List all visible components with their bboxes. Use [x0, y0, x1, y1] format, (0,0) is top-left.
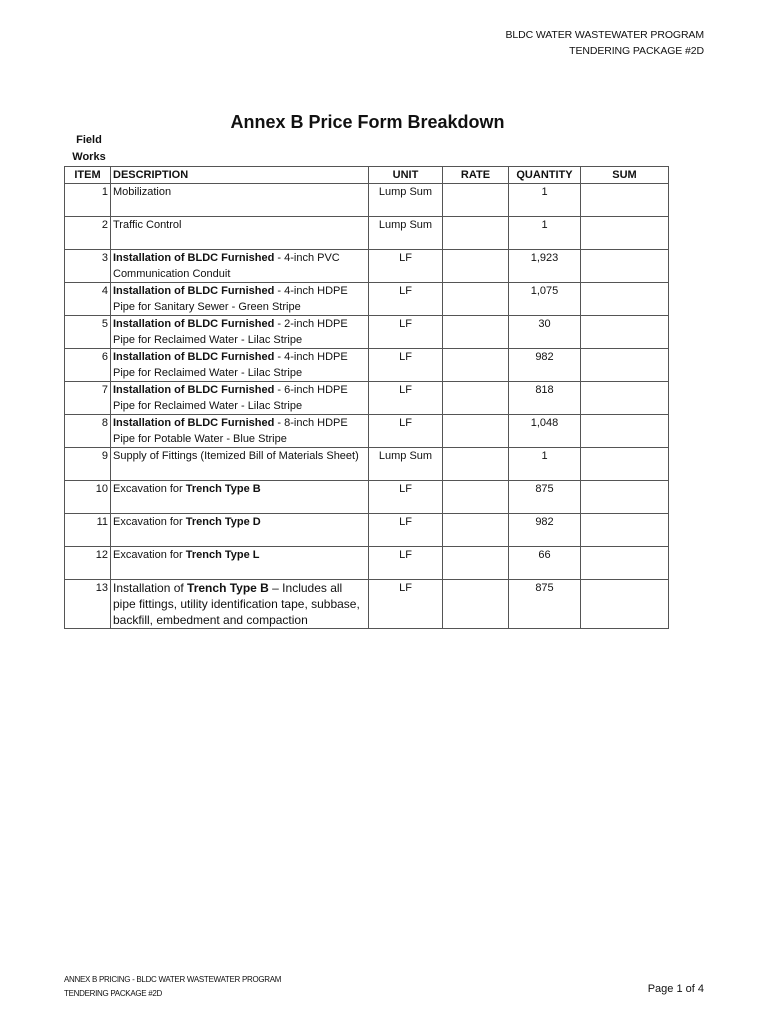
description-emphasis: Trench Type D	[185, 516, 261, 528]
item-quantity: 1	[509, 184, 581, 217]
description-text: - 4-inch HDPE Pipe for Reclaimed Water - Lilac Stripe	[113, 351, 348, 379]
footer-left	[64, 973, 281, 1001]
item-unit: LF	[369, 514, 443, 547]
table-row	[65, 349, 669, 382]
section-label-line2: Works	[72, 151, 106, 163]
item-quantity: 818	[509, 382, 581, 415]
description-prefix: Excavation for	[113, 549, 186, 561]
table-row	[65, 184, 669, 217]
item-rate	[443, 184, 509, 217]
item-quantity: 875	[509, 481, 581, 514]
description-prefix: Excavation for	[113, 483, 186, 495]
item-rate	[443, 547, 509, 580]
item-sum	[581, 250, 669, 283]
table-row	[65, 415, 669, 448]
table-row	[65, 448, 669, 481]
description-emphasis: Installation of BLDC Furnished	[113, 318, 275, 330]
page-number: Page 1 of 4	[647, 983, 704, 995]
table-row	[65, 217, 669, 250]
footer-program: ANNEX B PRICING - BLDC WATER WASTEWATER PROGRAM	[64, 975, 282, 984]
item-number: 4	[65, 283, 111, 316]
description-emphasis: Trench Type L	[185, 549, 260, 561]
item-quantity: 1,048	[509, 415, 581, 448]
table-row	[65, 580, 669, 629]
description-text: Supply of Fittings (Itemized Bill of Materials Sheet)	[113, 450, 359, 462]
description-emphasis: Installation of BLDC Furnished	[113, 252, 275, 264]
section-label	[64, 132, 114, 166]
item-rate	[443, 349, 509, 382]
item-unit: LF	[369, 481, 443, 514]
header-package: TENDERING PACKAGE #2D	[569, 45, 704, 57]
item-rate	[443, 580, 509, 629]
item-rate	[443, 283, 509, 316]
item-unit: Lump Sum	[369, 448, 443, 481]
column-header-sum: SUM	[581, 167, 669, 184]
item-sum	[581, 580, 669, 629]
description-text: - 4-inch PVC Communication Conduit	[113, 252, 340, 280]
item-unit: Lump Sum	[369, 184, 443, 217]
item-description	[111, 283, 369, 316]
item-number: 5	[65, 316, 111, 349]
item-quantity: 1,075	[509, 283, 581, 316]
item-description	[111, 415, 369, 448]
item-sum	[581, 184, 669, 217]
item-number: 6	[65, 349, 111, 382]
item-quantity: 1,923	[509, 250, 581, 283]
item-number: 9	[65, 448, 111, 481]
item-unit: LF	[369, 382, 443, 415]
item-description	[111, 349, 369, 382]
item-sum	[581, 382, 669, 415]
column-header-quantity: QUANTITY	[509, 167, 581, 184]
item-description	[111, 250, 369, 283]
section-label-line1: Field	[76, 134, 102, 146]
item-description	[111, 481, 369, 514]
description-text: Traffic Control	[113, 219, 182, 231]
item-sum	[581, 316, 669, 349]
description-emphasis: Installation of BLDC Furnished	[113, 384, 275, 396]
item-unit: LF	[369, 316, 443, 349]
item-rate	[443, 481, 509, 514]
item-sum	[581, 283, 669, 316]
document-header	[505, 27, 704, 59]
item-description	[111, 316, 369, 349]
item-sum	[581, 514, 669, 547]
description-text: - 6-inch HDPE Pipe for Reclaimed Water - Lilac Stripe	[113, 384, 348, 412]
item-sum	[581, 217, 669, 250]
item-number: 7	[65, 382, 111, 415]
description-text: Mobilization	[113, 186, 172, 198]
item-sum	[581, 415, 669, 448]
description-emphasis: Trench Type B	[187, 581, 269, 595]
item-rate	[443, 448, 509, 481]
item-description	[111, 580, 369, 629]
item-number: 3	[65, 250, 111, 283]
item-unit: LF	[369, 580, 443, 629]
item-description	[111, 448, 369, 481]
item-unit: LF	[369, 283, 443, 316]
item-quantity: 982	[509, 514, 581, 547]
item-number: 11	[65, 514, 111, 547]
item-rate	[443, 217, 509, 250]
table-row	[65, 514, 669, 547]
item-number: 2	[65, 217, 111, 250]
table-body	[65, 184, 669, 629]
item-rate	[443, 382, 509, 415]
description-text: – Includes all pipe fittings, utility identification tape, subbase, backfill, embedment and compaction	[113, 581, 360, 627]
item-quantity: 875	[509, 580, 581, 629]
description-text: - 2-inch HDPE Pipe for Reclaimed Water - Lilac Stripe	[113, 318, 348, 346]
item-quantity: 982	[509, 349, 581, 382]
item-rate	[443, 415, 509, 448]
column-header-description: DESCRIPTION	[111, 167, 369, 184]
item-sum	[581, 349, 669, 382]
column-header-rate: RATE	[443, 167, 509, 184]
page-title: Annex B Price Form Breakdown	[230, 112, 505, 132]
table-row	[65, 250, 669, 283]
item-unit: Lump Sum	[369, 217, 443, 250]
item-rate	[443, 514, 509, 547]
item-sum	[581, 547, 669, 580]
description-emphasis: Trench Type B	[185, 483, 261, 495]
price-table	[64, 166, 669, 629]
item-unit: LF	[369, 250, 443, 283]
description-emphasis: Installation of BLDC Furnished	[113, 285, 275, 297]
item-quantity: 30	[509, 316, 581, 349]
description-prefix: Installation of	[113, 581, 188, 595]
item-number: 12	[65, 547, 111, 580]
item-quantity: 1	[509, 217, 581, 250]
item-unit: LF	[369, 415, 443, 448]
item-description	[111, 547, 369, 580]
item-quantity: 1	[509, 448, 581, 481]
item-rate	[443, 250, 509, 283]
item-number: 10	[65, 481, 111, 514]
item-description	[111, 217, 369, 250]
item-number: 8	[65, 415, 111, 448]
item-unit: LF	[369, 547, 443, 580]
footer-package: TENDERING PACKAGE #2D	[64, 989, 163, 998]
table-row	[65, 481, 669, 514]
item-sum	[581, 448, 669, 481]
item-number: 1	[65, 184, 111, 217]
description-prefix: Excavation for	[113, 516, 186, 528]
header-program: BLDC WATER WASTEWATER PROGRAM	[505, 29, 704, 41]
item-quantity: 66	[509, 547, 581, 580]
table-row	[65, 316, 669, 349]
item-sum	[581, 481, 669, 514]
item-number: 13	[65, 580, 111, 629]
description-text: - 4-inch HDPE Pipe for Sanitary Sewer - Green Stripe	[113, 285, 348, 313]
item-description	[111, 514, 369, 547]
table-row	[65, 547, 669, 580]
item-description	[111, 382, 369, 415]
column-header-unit: UNIT	[369, 167, 443, 184]
item-rate	[443, 316, 509, 349]
description-text: - 8-inch HDPE Pipe for Potable Water - Blue Stripe	[113, 417, 348, 445]
description-emphasis: Installation of BLDC Furnished	[113, 351, 275, 363]
item-description	[111, 184, 369, 217]
table-row	[65, 283, 669, 316]
description-emphasis: Installation of BLDC Furnished	[113, 417, 275, 429]
item-unit: LF	[369, 349, 443, 382]
column-header-item: ITEM	[65, 167, 111, 184]
table-row	[65, 382, 669, 415]
table-header-row	[65, 167, 669, 184]
